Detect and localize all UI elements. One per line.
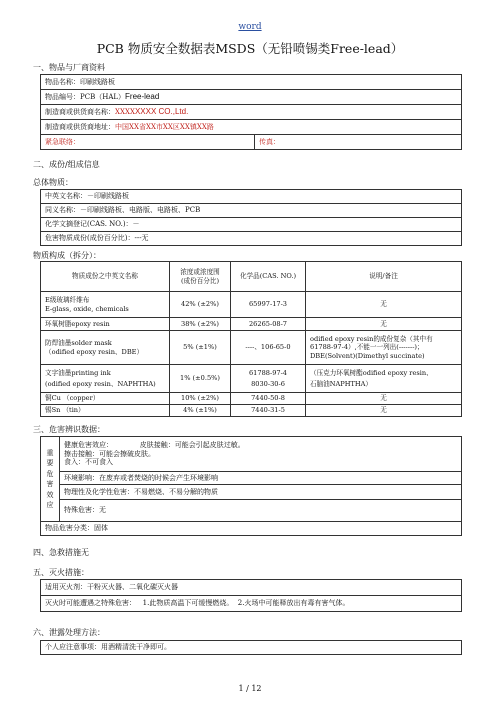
hazard-classification: 物品危害分类：固体: [41, 522, 462, 536]
emergency-contact: 紧急联络：: [41, 135, 255, 150]
component-conc: 10% (±2%): [170, 393, 231, 405]
physical-chemical-hazard: 物理性及化学性危害：不易燃烧、不易分解的物质: [60, 485, 462, 500]
col-name-header: 物质成份之中英文名称: [41, 262, 170, 292]
component-cas: 65997-17-3: [231, 292, 306, 318]
word-link[interactable]: word: [238, 22, 262, 32]
component-conc: 4% (±1%): [170, 405, 231, 417]
component-name: 文字油墨printing ink (odified epoxy resin、NAPHTHA): [41, 365, 170, 393]
col-note-header: 说明/备注: [306, 262, 462, 292]
personal-precautions: 个人应注意事项：用酒精清洗干净即可。: [41, 641, 462, 655]
section-5-heading: 五、灭火措施：: [33, 568, 89, 577]
component-conc: 5% (±1%): [170, 331, 231, 365]
product-name: 物品名称：印刷线路板: [41, 75, 462, 90]
overall-table: [40, 189, 462, 246]
component-note: odified epoxy resin的成份复杂（其中有 61788-97-4）,不能一一列出(-------)； DBE(Solvent)(Dimethyl succinate): [306, 331, 462, 365]
special-hazard: 特殊危害：无: [60, 500, 462, 522]
overall-row: 同义名称：－印刷线路板、电路版、电路板、PCB: [41, 204, 462, 218]
section-4-heading: 四、急救措施无: [33, 548, 89, 557]
component-name: 环氧树脂epoxy resin: [41, 318, 170, 331]
product-code: 物品编号：PCB（HAL）Free-lead: [41, 90, 462, 105]
extinguishing-agent: 适用灭火剂：干粉灭火器、二氧化碳灭火器: [41, 580, 462, 596]
component-cas: 26265-08-7: [231, 318, 306, 331]
section-1-heading: 一、物品与厂商资料: [33, 63, 105, 72]
component-conc: 1% (±0.5%): [170, 365, 231, 393]
col-conc-header: 浓度或浓度围 (成份百分比): [170, 262, 231, 292]
component-conc: 38% (±2%): [170, 318, 231, 331]
spill-table: [40, 640, 462, 655]
component-note: 无: [306, 393, 462, 405]
component-note: 无: [306, 292, 462, 318]
col-cas-header: 化学品(CAS. NO.): [231, 262, 306, 292]
section-6-heading: 六、泄露处理方法：: [33, 628, 105, 637]
composition-label: 物质构成（拆分）：: [33, 251, 101, 260]
special-fire-hazard: 灭火时可能遭遇之特殊危害： 1.此物质高温下可缓慢燃烧。 2.火场中可能释放出有毒有害气体。: [41, 596, 462, 612]
overall-row: 化学文摘登记(CAS. NO.)：－: [41, 218, 462, 232]
fire-table: [40, 579, 462, 612]
table-row: [41, 365, 462, 393]
section-2-heading: 二、成份/组成信息: [33, 160, 100, 169]
supplier-table: [40, 74, 462, 150]
fax: 传真：: [255, 135, 462, 150]
page-number: 1 / 12: [238, 684, 262, 693]
table-row: [41, 405, 462, 417]
environmental-impact: 环境影响：在废弃或者焚烧的时候会产生环境影响: [60, 472, 462, 485]
component-cas: 7440-50-8: [231, 393, 306, 405]
maker-name: 制造商或供货商名称：XXXXXXXX CO.,Ltd.: [41, 105, 462, 120]
composition-table: [40, 261, 462, 417]
component-name: 铜Cu （copper）: [41, 393, 170, 405]
component-note: 无: [306, 318, 462, 331]
table-row: [41, 393, 462, 405]
component-cas: 61788-97-4 8030-30-6: [231, 365, 306, 393]
component-note: 无: [306, 405, 462, 417]
important-hazard-effects-label: 重 要 危 害 效 应: [41, 437, 60, 522]
overall-row: 危害物质成份(成份百分比)：---无: [41, 232, 462, 246]
component-name: 锡Sn （tin）: [41, 405, 170, 417]
document-title: PCB 物质安全数据表MSDS（无铅喷锡类Free-lead）: [96, 41, 404, 56]
component-note: （压克力环氧树酯odified epoxy resin、 石脑油NAPHTHA）: [306, 365, 462, 393]
component-name: 防焊油墨solder mask （odified epoxy resin、DBE）: [41, 331, 170, 365]
component-conc: 42% (±2%): [170, 292, 231, 318]
component-name: E级玻璃纤维布 E-glass, oxide, chemicals: [41, 292, 170, 318]
table-row: [41, 331, 462, 365]
overall-substance-label: 总体物质：: [33, 178, 73, 187]
table-row: [41, 318, 462, 331]
component-cas: ----、106-65-0: [231, 331, 306, 365]
section-3-heading: 三、危害辨识数据：: [33, 425, 105, 434]
table-row: [41, 292, 462, 318]
component-cas: 7440-31-5: [231, 405, 306, 417]
health-hazard: 健康危害效应： 皮肤接触：可能会引起皮肤过敏。 擦击接触：可能会擦破皮肤。 食入：不可食入: [60, 437, 462, 472]
hazard-table: [40, 436, 462, 536]
maker-address: 制造商或供货商地址：中国XX省XX市XX区XX镇XX路: [41, 120, 462, 135]
overall-row: 中英文名称：－印刷线路板: [41, 190, 462, 204]
